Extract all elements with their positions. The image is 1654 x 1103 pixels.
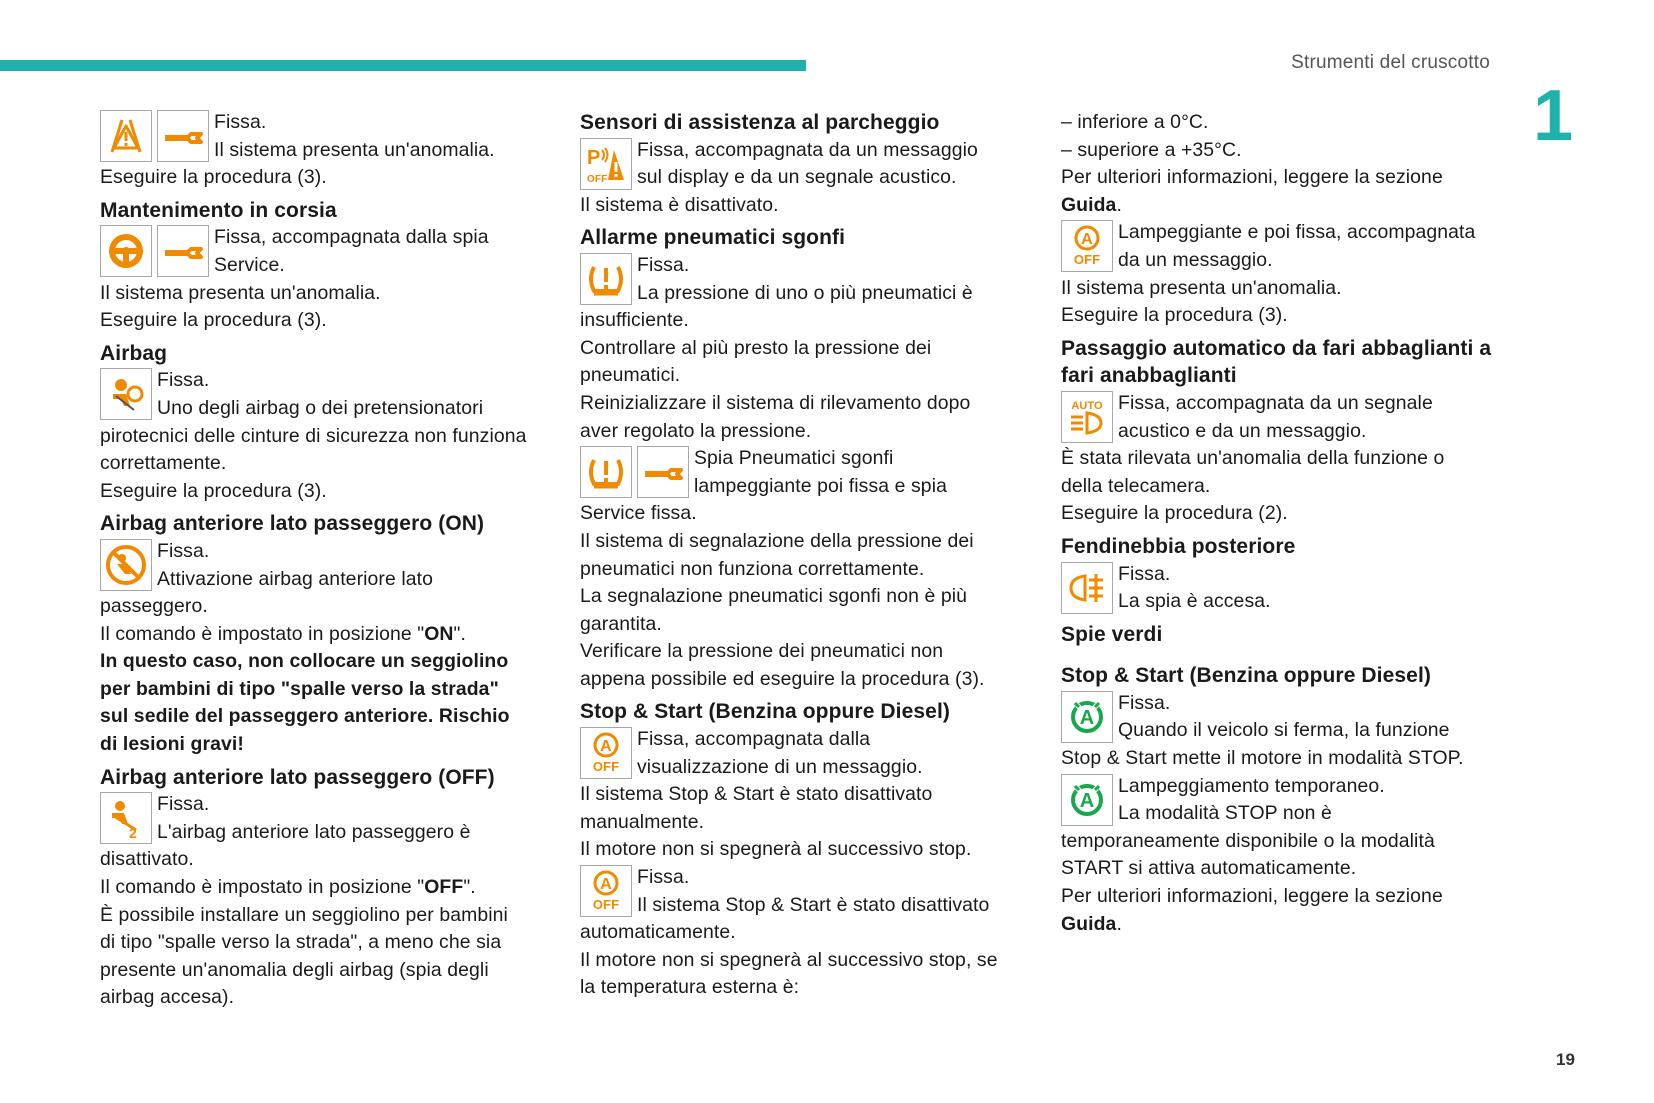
text-line: garantita.: [580, 612, 662, 635]
text-line: disattivato.: [100, 848, 194, 871]
tyre-pressure-block: [580, 252, 1040, 445]
text-line: presente un'anomalia degli airbag (spia degli: [100, 958, 489, 981]
stop-start-auto-block: [580, 864, 1040, 1002]
heading-line: Passaggio automatico da fari abbaglianti a: [1061, 336, 1492, 360]
warning-line: per bambini di tipo "spalle verso la strada": [100, 677, 499, 700]
text-line: [100, 874, 560, 902]
text-fragment: ".: [453, 622, 467, 645]
text-line: acustico e da un messaggio.: [1118, 419, 1367, 442]
header-accent-bar: [0, 60, 806, 71]
text-line: La segnalazione pneumatici sgonfi non è più: [580, 585, 967, 608]
text-line: pneumatici.: [580, 364, 681, 387]
tyre-pressure-icon: [580, 253, 632, 305]
emphasis: ON: [424, 622, 454, 645]
text-line: Controllare al più presto la pressione dei: [580, 336, 932, 359]
text-line: Il sistema Stop & Start è stato disattivato: [637, 893, 990, 916]
text-line: Verificare la pressione dei pneumatici non: [580, 640, 944, 663]
stop-start-active-icon: [1061, 691, 1113, 743]
text-line: pneumatici non funziona correttamente.: [580, 557, 925, 580]
emphasis: OFF: [424, 876, 464, 899]
column-1: [100, 109, 560, 1012]
text-line: L'airbag anteriore lato passeggero è: [157, 820, 471, 843]
column-2: [580, 109, 1040, 1002]
tyre-service-block: [580, 445, 1040, 693]
service-wrench-icon: [157, 110, 209, 162]
temperature-block: [1061, 109, 1531, 219]
text-line: Stop & Start mette il motore in modalità STOP.: [1061, 747, 1464, 770]
text-line: temporaneamente disponibile o la modalità: [1061, 829, 1435, 852]
text-line: Fissa, accompagnata da un segnale: [1118, 391, 1433, 414]
rear-fog-light-icon: [1061, 562, 1113, 614]
text-line: lampeggiante poi fissa e spia: [694, 474, 947, 497]
park-sensors-block: [580, 137, 1040, 220]
passenger-airbag-on-icon: [100, 539, 152, 591]
text-line: visualizzazione di un messaggio.: [637, 755, 923, 778]
text-line: Eseguire la procedura (3).: [100, 309, 327, 332]
text-line: Il motore non si spegnerà al successivo stop.: [580, 838, 972, 861]
text-line: Il motore non si spegnerà al successivo stop, se: [580, 948, 998, 971]
lane-assist-warning-icon: [100, 110, 152, 162]
text-line: di tipo "spalle verso la strada", a meno che sia: [100, 931, 502, 954]
airbag-icon: [100, 368, 152, 420]
text-line: aver regolato la pressione.: [580, 419, 812, 442]
emphasis: Guida: [1061, 193, 1117, 216]
text-line: Service.: [214, 253, 285, 276]
stop-start-off-icon: [1061, 220, 1113, 272]
text-line: pirotecnici delle cinture di sicurezza non funziona: [100, 424, 527, 447]
text-line: Fissa.: [637, 253, 690, 276]
icon-label: OFF: [587, 173, 608, 185]
text-line: Per ulteriori informazioni, leggere la sezione: [1061, 885, 1443, 908]
heading-sensori: Sensori di assistenza al parcheggio: [580, 111, 940, 134]
passenger-airbag-off-icon: [100, 792, 152, 844]
heading-airbag-on: Airbag anteriore lato passeggero (ON): [100, 512, 485, 536]
stop-start-manual-block: [580, 726, 1040, 864]
heading-spie-verdi: Spie verdi: [1061, 622, 1163, 646]
service-wrench-icon: [157, 225, 209, 277]
icon-label: OFF: [592, 759, 620, 775]
text-line: START si attiva automaticamente.: [1061, 857, 1357, 880]
text-line: manualmente.: [580, 810, 705, 833]
emphasis: Guida: [1061, 912, 1117, 935]
text-fragment: .: [1116, 912, 1122, 935]
text-line: Uno degli airbag o dei pretensionatori: [157, 396, 484, 419]
list-item: – superiore a +35°C.: [1061, 138, 1242, 161]
heading-mantenimento: Mantenimento in corsia: [100, 198, 337, 222]
airbag-off-block: [100, 791, 560, 1012]
text-fragment: ".: [463, 876, 476, 899]
stop-start-active-icon: [1061, 774, 1113, 826]
text-line: Reinizializzare il sistema di rilevamento dopo: [580, 391, 971, 414]
icon-label: OFF: [592, 897, 620, 913]
heading-allarme: Allarme pneumatici sgonfi: [580, 226, 846, 250]
text-line: Service fissa.: [580, 502, 697, 525]
text-line: La modalità STOP non è: [1118, 802, 1332, 825]
airbag-on-block: [100, 538, 560, 759]
heading-fendinebbia: Fendinebbia posteriore: [1061, 534, 1296, 558]
heading-stop-start: Stop & Start (Benzina oppure Diesel): [580, 700, 950, 724]
text-line: la temperatura esterna è:: [580, 976, 800, 999]
icon-label: AUTO: [1071, 399, 1103, 412]
text-line: Fissa, accompagnata dalla: [637, 728, 871, 751]
heading-line: fari anabbaglianti: [1061, 364, 1237, 388]
text-line: passeggero.: [100, 595, 208, 618]
warning-line: di lesioni gravi!: [100, 733, 244, 756]
text-line: [100, 621, 560, 649]
stop-start-fault-block: [1061, 219, 1531, 329]
text-fragment: .: [1116, 193, 1122, 216]
heading-stop-start-green: Stop & Start (Benzina oppure Diesel): [1061, 664, 1431, 688]
chapter-number: 1: [1533, 76, 1574, 156]
stop-start-off-icon: [580, 865, 632, 917]
park-sensors-off-icon: [580, 138, 632, 190]
auto-beam-block: [1061, 390, 1531, 528]
text-line: La spia è accesa.: [1118, 590, 1271, 613]
text-line: Il sistema Stop & Start è stato disattivato: [580, 783, 933, 806]
airbag-block: [100, 367, 560, 505]
text-line: Fissa, accompagnata dalla spia: [214, 226, 489, 249]
warning-line: In questo caso, non collocare un seggiolino: [100, 650, 509, 673]
column-3: [1061, 109, 1531, 938]
text-line: Fissa.: [637, 866, 690, 889]
text-line: Il sistema di segnalazione della pressione dei: [580, 529, 974, 552]
tyre-pressure-icon: [580, 446, 632, 498]
lane-warning-block: [100, 109, 560, 164]
text-line: Eseguire la procedura (3).: [100, 479, 327, 502]
text-line: Fissa.: [1118, 691, 1171, 714]
text-line: Il sistema presenta un'anomalia.: [214, 138, 495, 161]
heading-passaggio: [1061, 335, 1531, 390]
text-line: Lampeggiante e poi fissa, accompagnata: [1118, 221, 1476, 244]
text-line: Fissa.: [157, 539, 210, 562]
stop-start-flash-block: [1061, 773, 1531, 939]
text-line: Per ulteriori informazioni, leggere la sezione: [1061, 166, 1443, 189]
text-line: Attivazione airbag anteriore lato: [157, 567, 434, 590]
text-line: Spia Pneumatici sgonfi: [694, 447, 894, 470]
text-line: Fissa.: [157, 369, 210, 392]
stop-start-active-block: [1061, 690, 1531, 773]
heading-airbag: Airbag: [100, 341, 168, 365]
text-line: airbag accesa).: [100, 986, 235, 1009]
text-line: [1061, 911, 1531, 939]
text-line: Lampeggiamento temporaneo.: [1118, 774, 1385, 797]
text-fragment: Il comando è impostato in posizione ": [100, 622, 425, 645]
text-line: da un messaggio.: [1118, 248, 1273, 271]
text-line: Il sistema presenta un'anomalia.: [100, 281, 381, 304]
text-line: correttamente.: [100, 452, 227, 475]
text-line: La pressione di uno o più pneumatici è: [637, 281, 973, 304]
list-item: – inferiore a 0°C.: [1061, 111, 1209, 133]
section-title: Strumenti del cruscotto: [1291, 52, 1490, 73]
text-fragment: Il comando è impostato in posizione ": [100, 876, 425, 899]
service-wrench-icon: [637, 446, 689, 498]
text-line: Il sistema presenta un'anomalia.: [1061, 276, 1342, 299]
text-line: Quando il veicolo si ferma, la funzione: [1118, 719, 1450, 742]
text-line: automaticamente.: [580, 921, 736, 944]
text-line: È stata rilevata un'anomalia della funzione o: [1061, 447, 1445, 470]
icon-label: OFF: [1073, 252, 1101, 268]
text-line: appena possibile ed eseguire la procedura (3).: [580, 667, 985, 690]
text-line: Il sistema è disattivato.: [580, 193, 779, 216]
text-line: Eseguire la procedura (3).: [100, 166, 327, 189]
text-line: sul display e da un segnale acustico.: [637, 166, 957, 189]
steering-wheel-icon: [100, 225, 152, 277]
text-line: Eseguire la procedura (2).: [1061, 502, 1288, 525]
rear-fog-block: [1061, 561, 1531, 616]
text-line: della telecamera.: [1061, 474, 1211, 497]
text-line: Fissa, accompagnata da un messaggio: [637, 138, 978, 161]
stop-start-off-icon: [580, 727, 632, 779]
text-line: È possibile installare un seggiolino per bambini: [100, 903, 508, 926]
warning-line: sul sedile del passeggero anteriore. Rischio: [100, 705, 510, 728]
lane-keeping-block: [100, 224, 560, 279]
text-line: Fissa.: [1118, 562, 1171, 585]
page-number: 19: [1556, 1050, 1575, 1069]
heading-airbag-off: Airbag anteriore lato passeggero (OFF): [100, 765, 495, 789]
text-line: Fissa.: [157, 793, 210, 816]
text-line: Fissa.: [214, 111, 267, 133]
auto-high-beam-icon: [1061, 391, 1113, 443]
text-line: [1061, 192, 1531, 220]
text-line: Eseguire la procedura (3).: [1061, 304, 1288, 327]
text-line: insufficiente.: [580, 309, 689, 332]
